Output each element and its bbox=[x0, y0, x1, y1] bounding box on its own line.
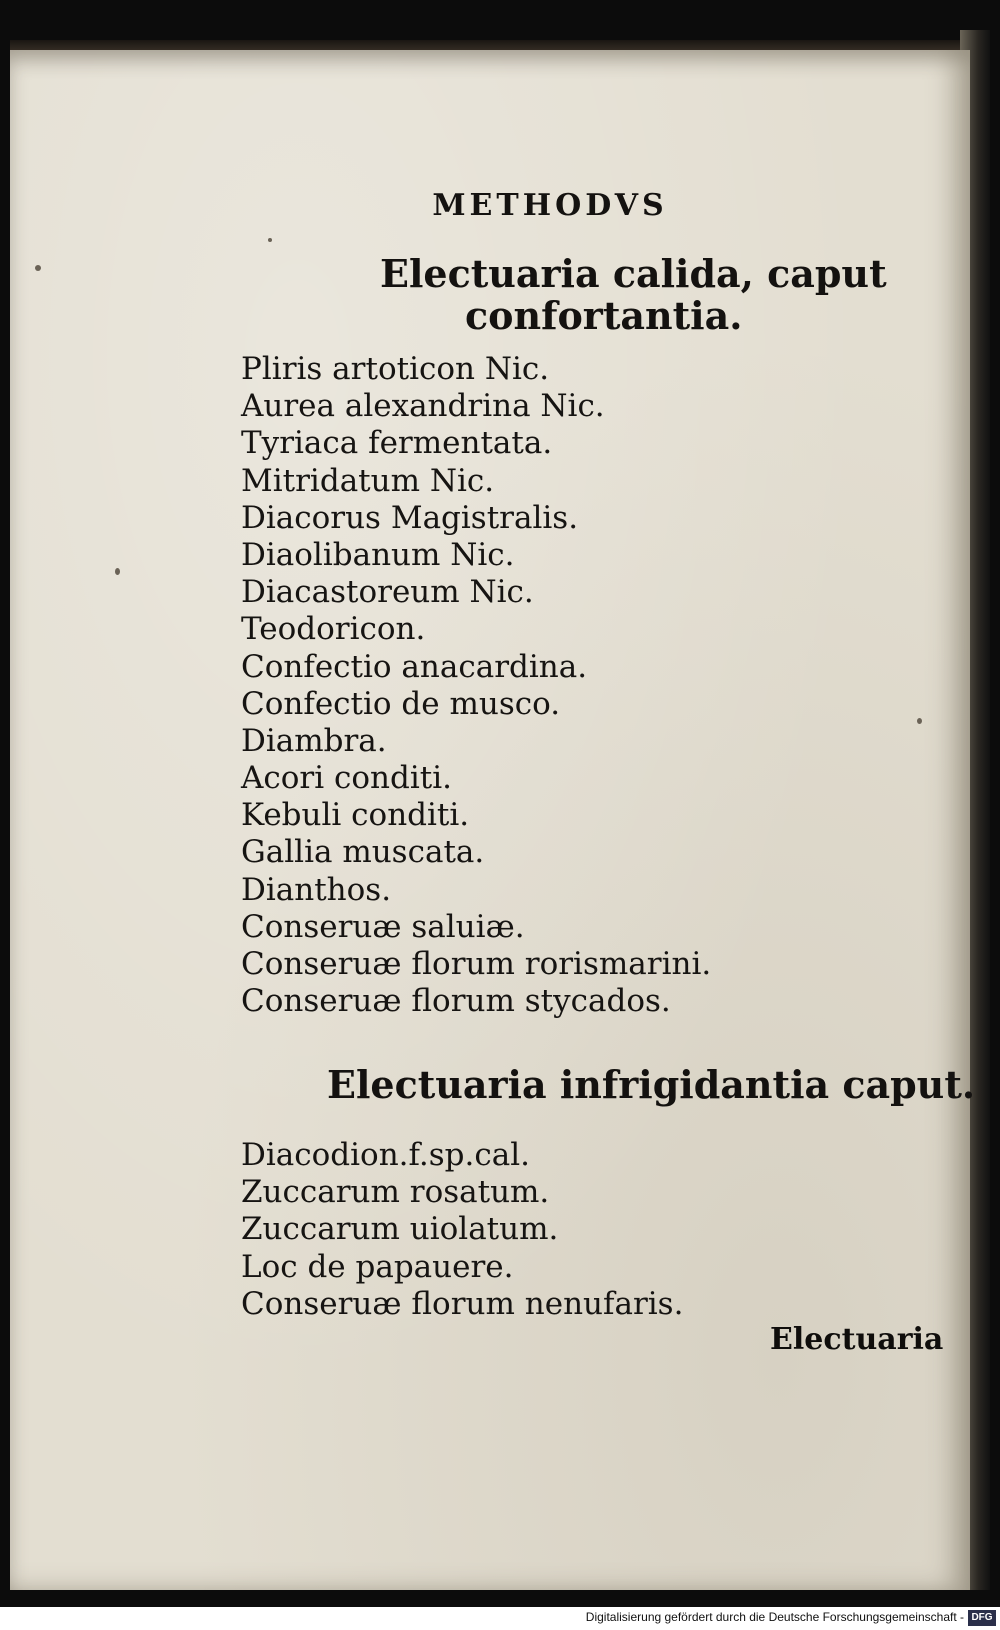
list-item: Zuccarum uiolatum. bbox=[241, 1211, 559, 1248]
paper-speck bbox=[917, 718, 922, 724]
running-head: METHODVS bbox=[432, 188, 668, 223]
list-item: Diacodion.f.sp.cal. bbox=[241, 1137, 530, 1173]
paper-speck bbox=[268, 238, 272, 242]
footer-credit: Digitalisierung gefördert durch die Deutsche Forschungsgemeinschaft - bbox=[585, 1610, 964, 1624]
list-item: Dianthos. bbox=[241, 871, 392, 908]
paper-speck bbox=[115, 568, 120, 575]
list-item: Zuccarum rosatum. bbox=[241, 1174, 550, 1211]
list-item: Conseruæ florum nenufaris. bbox=[241, 1285, 684, 1322]
list-item: Teodoricon. bbox=[241, 611, 426, 648]
list-item: Confectio anacardina. bbox=[241, 648, 588, 685]
footer-bar bbox=[0, 1607, 1000, 1630]
section1-heading-line2: confortantia. bbox=[465, 293, 743, 338]
list-item: Confectio de musco. bbox=[241, 685, 561, 722]
list-item: Gallia muscata. bbox=[241, 834, 485, 871]
list-item: Diambra. bbox=[241, 722, 387, 759]
list-item: Diacastoreum Nic. bbox=[241, 574, 534, 611]
list-item: Conseruæ florum stycados. bbox=[241, 983, 671, 1020]
catchword: Electuaria bbox=[770, 1322, 944, 1357]
list-item: Aurea alexandrina Nic. bbox=[241, 388, 605, 425]
list-item: Diaolibanum Nic. bbox=[241, 536, 515, 573]
list-item: Conseruæ florum rorismarini. bbox=[241, 946, 712, 982]
section2-heading: Electuaria infrigidantia caput. bbox=[327, 1062, 976, 1107]
list-item: Pliris artoticon Nic. bbox=[241, 351, 550, 387]
list-item: Mitridatum Nic. bbox=[241, 462, 495, 499]
list-item: Conseruæ saluiæ. bbox=[241, 908, 525, 945]
section1-heading-line1: Electuaria calida, caput bbox=[380, 251, 887, 296]
list-item: Loc de papauere. bbox=[241, 1248, 514, 1285]
list-item: Tyriaca fermentata. bbox=[241, 425, 553, 462]
section2-list bbox=[241, 1137, 683, 1323]
dfg-logo: DFG bbox=[968, 1610, 996, 1626]
list-item: Diacorus Magistralis. bbox=[241, 499, 579, 536]
list-item: Kebuli conditi. bbox=[241, 797, 470, 834]
list-item: Acori conditi. bbox=[241, 760, 452, 797]
paper-speck bbox=[35, 265, 41, 271]
section1-list bbox=[241, 351, 711, 1020]
